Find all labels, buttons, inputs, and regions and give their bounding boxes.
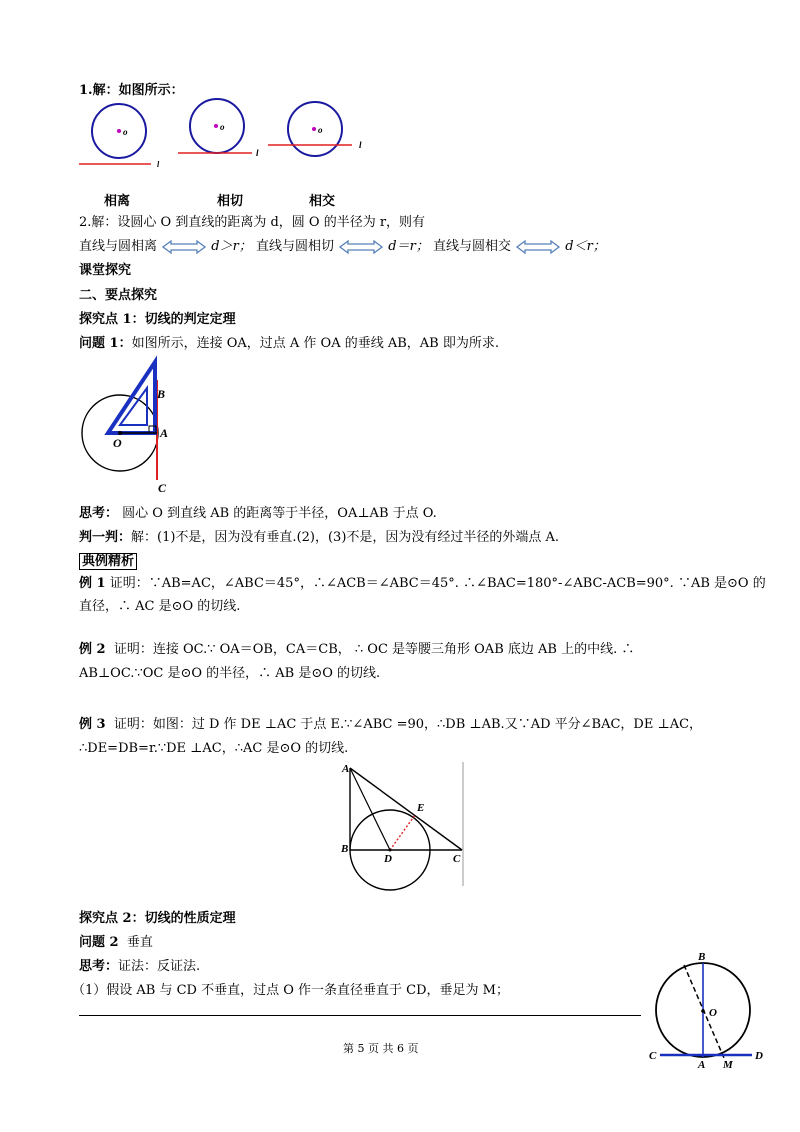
page-number: 第 5 页 共 6 页 [343,1042,419,1055]
relation-intersect: 直线与圆相交 [432,239,511,254]
q1-l-label-1: l [157,160,160,169]
q1-heading: 1.解：如图所示： [79,83,184,98]
point-o4 [701,1009,705,1013]
label-c4: C [649,1050,657,1062]
think2-text: 证法：反证法. [118,959,201,974]
ex1-label: 例 1 [79,576,106,591]
ex3-line2: ∴DE=DB=r.∵DE ⊥AC，∴AC 是⊙O 的切线. [79,741,349,756]
ex3-label: 例 3 [79,717,106,732]
q1-o-label-2: o [220,122,225,132]
q1-l-label-3: l [359,140,362,150]
problem2-text: 垂直 [126,935,153,950]
problem1-text: 如图所示，连接 OA，过点 A 作 OA 的垂线 AB，AB 即为所求. [131,336,499,351]
ex2-label: 例 2 [79,642,106,657]
q1-l-label-2: l [256,148,259,158]
label-o: O [113,436,122,450]
ex1-text1: 证明：∵AB=AC，∠ABC＝45°，∴∠ACB＝∠ABC＝45°. ∴∠BAC=180°-∠ABC-ACB=90°. ∵AB 是⊙O 的 [109,576,766,591]
label-d3: D [384,853,392,865]
section-key-points: 二、要点探究 [79,288,158,303]
condition-tangent: d＝r； [388,239,429,254]
problem2-label: 问题 2 [79,935,119,950]
assumption: （1）假设 AB 与 CD 不垂直，过点 O 作一条直径垂直于 CD，垂足为 M； [72,983,509,998]
think1-text: 圆心 O 到直线 AB 的距离等于半径，OA⊥AB 于点 O. [122,506,437,521]
think2-label: 思考： [79,959,119,974]
condition-separate: d＞r； [211,239,252,254]
label-b3: B [341,843,349,855]
explore-point-1: 探究点 1：切线的判定定理 [79,312,236,327]
problem1-label: 问题 1： [79,336,132,351]
relation-tangent: 直线与圆相切 [255,239,334,254]
ex1-line2: 直径，∴ AC 是⊙O 的切线. [79,599,241,614]
label-a: A [160,426,169,440]
q2-line1: 2.解：设圆心 O 到直线的距离为 d，圆 O 的半径为 r，则有 [79,215,426,230]
label-b: B [157,387,166,401]
label-c3: C [453,853,461,865]
section-classroom: 课堂探究 [79,263,132,278]
examples-title: 典例精析 [79,553,137,570]
label-b4: B [698,951,706,963]
judge-label: 判一判： [79,530,132,545]
label-m4: M [723,1059,733,1071]
label-o4: O [709,1007,717,1019]
q1-o-label-3: o [318,125,323,135]
explore-point-2: 探究点 2：切线的性质定理 [79,911,236,926]
think1-label: 思考： [79,506,119,521]
judge-text: 解：(1)不是，因为没有垂直.(2)，(3)不是，因为没有经过半径的外端点 A. [131,530,560,545]
condition-intersect: d＜r； [565,239,606,254]
ex2-line2: AB⊥OC.∵OC 是⊙O 的半径，∴ AB 是⊙O 的切线. [79,666,381,681]
caption-intersect: 相交 [309,194,336,209]
label-a4: A [698,1059,706,1071]
label-a3: A [342,763,350,775]
relation-separate: 直线与圆相离 [79,239,158,254]
q1-o-label-1: o [123,127,128,137]
label-e3: E [417,802,425,814]
label-d4: D [755,1050,763,1062]
label-c: C [158,481,167,495]
caption-tangent: 相切 [217,194,244,209]
ex2-text1: 证明：连接 OC.∵ OA＝OB，CA＝CB， ∴ OC 是等腰三角形 OAB 底边 AB 上的中线. ∴ [113,642,635,657]
caption-separate: 相离 [104,194,131,209]
ex3-text1: 证明：如图：过 D 作 DE ⊥AC 于点 E.∵∠ABC =90，∴DB ⊥AB.又∵AD 平分∠BAC，DE ⊥AC， [113,717,703,732]
